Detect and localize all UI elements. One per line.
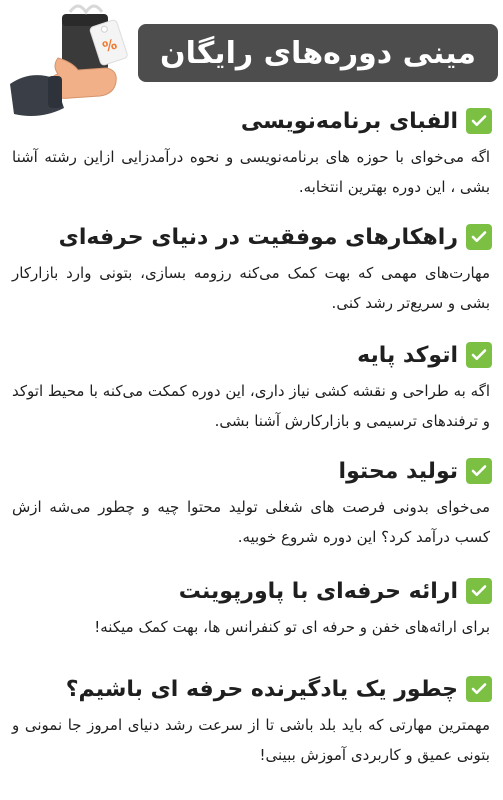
header [0, 0, 503, 100]
course-description: می‌خوای بدونی فرصت های شغلی تولید محتوا چیه و چطور می‌شه ازش کسب درآمد کرد؟ این دوره شروع خوبیه. [12, 498, 490, 546]
course-description: مهمترین مهارتی که باید بلد باشی تا از سرعت رشد دنیای امروز جا نمونی و بتونی عمیق و کاربردی آموزش ببینی! [12, 716, 490, 764]
course-title: اتوکد پایه [357, 342, 458, 368]
course-section-6 [12, 672, 492, 770]
course-section-2 [12, 220, 492, 318]
page-title: مینی دوره‌های رایگان [159, 35, 477, 71]
check-icon [466, 458, 492, 484]
course-section-3 [12, 338, 492, 436]
svg-text:%: % [100, 36, 120, 57]
course-description: اگه به طراحی و نقشه کشی نیاز داری، این دوره کمکت می‌کنه با محیط اتوکد و ترفندهای ترسیمی و بازارکارش آشنا بشی. [12, 382, 490, 430]
check-icon [466, 676, 492, 702]
check-icon [466, 578, 492, 604]
course-section-4 [12, 454, 492, 552]
course-section-1 [12, 104, 492, 202]
course-title: تولید محتوا [338, 458, 458, 484]
course-description: اگه می‌خوای با حوزه های برنامه‌نویسی و نحوه درآمدزایی ازاین رشته آشنا بشی ، این دوره بهترین انتخابه. [12, 148, 490, 196]
course-title: ارائه حرفه‌ای با پاورپوینت [178, 578, 458, 604]
course-title: چطور یک یادگیرنده حرفه ای باشیم؟ [65, 676, 458, 702]
course-description: برای ارائه‌های خفن و حرفه ای تو کنفرانس ها، بهت کمک میکنه! [94, 618, 490, 636]
course-section-5 [12, 574, 492, 642]
title-banner [138, 24, 498, 82]
course-title: راهکارهای موفقیت در دنیای حرفه‌ای [58, 224, 458, 250]
course-title: الفبای برنامه‌نویسی [240, 108, 458, 134]
check-icon [466, 342, 492, 368]
check-icon [466, 108, 492, 134]
check-icon [466, 224, 492, 250]
course-description: مهارت‌های مهمی که بهت کمک می‌کنه رزومه بسازی، بتونی وارد بازارکار بشی و سریع‌تر رشد کنی. [12, 264, 490, 312]
